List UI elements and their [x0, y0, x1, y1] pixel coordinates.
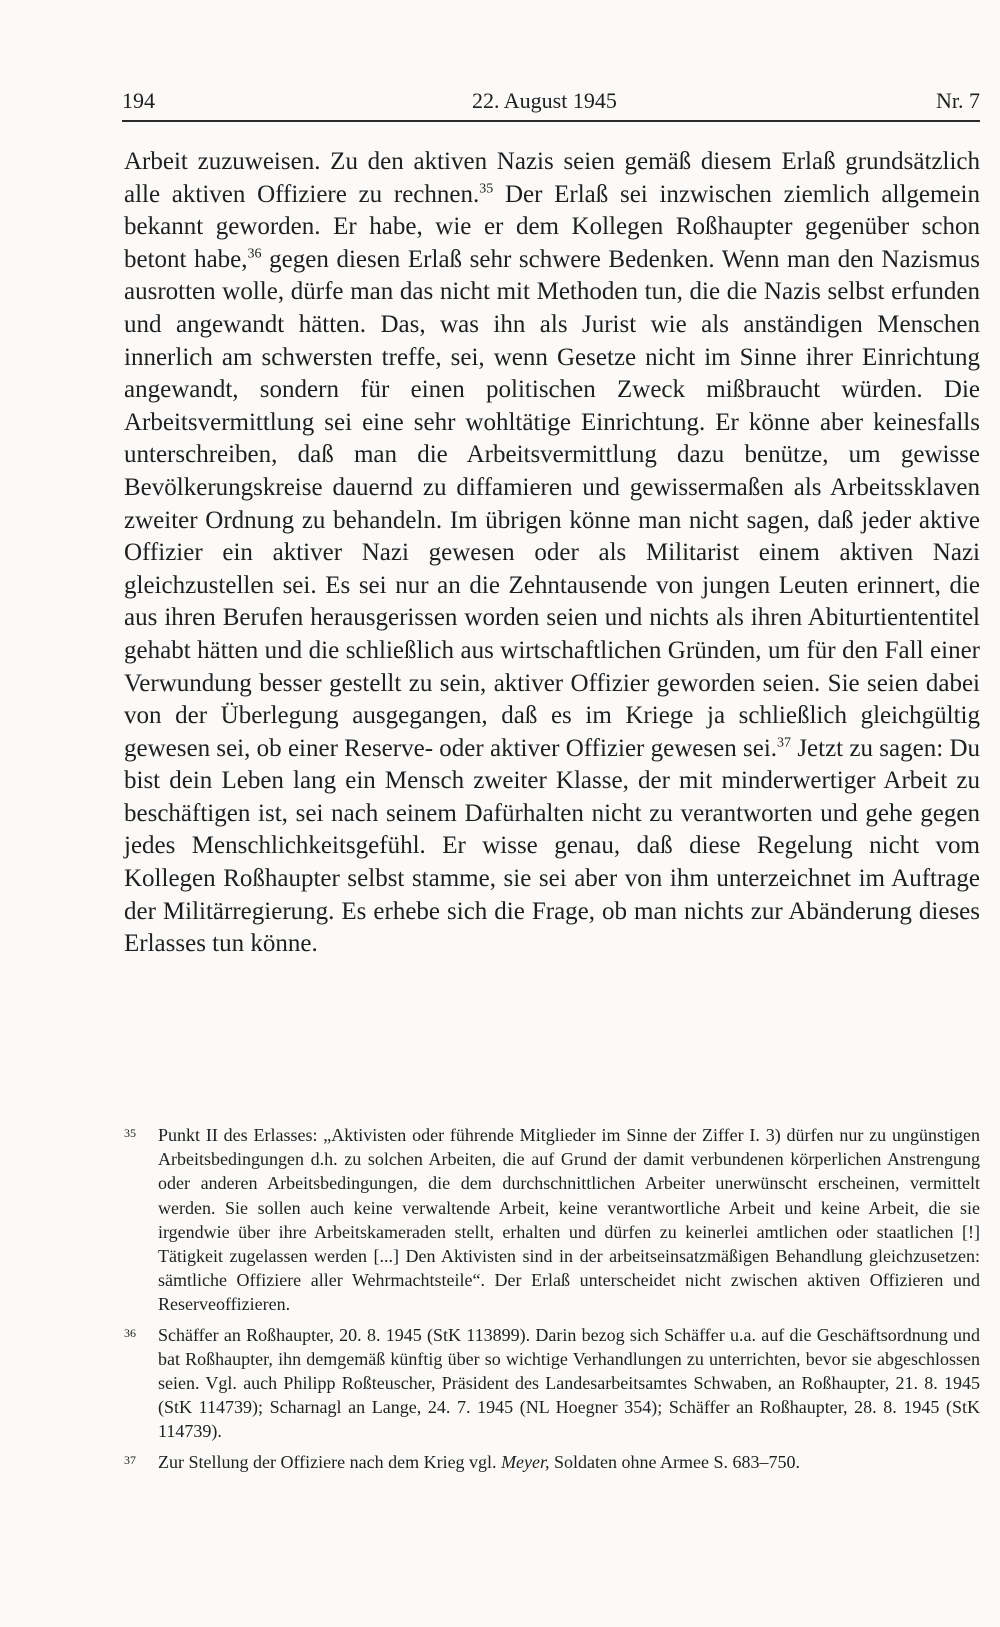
footnote-ref-35: 35	[479, 181, 494, 197]
footnote-number: 35	[124, 1126, 136, 1140]
footnote-number: 37	[124, 1452, 136, 1467]
footnote-35	[124, 1123, 980, 1317]
header-rule	[122, 120, 980, 122]
document-number: Nr. 7	[936, 88, 980, 113]
footnote-text: Schäffer an Roßhaupter, 20. 8. 1945 (StK 113899). Darin bezog sich Schäffer u.a. auf die Geschäftsordnung und bat Roßhaupter, ihn demgemäß künftig über so wichtige Verhandlungen zu unterrichten, bevor sie abgeschlossen seien. Vgl. auch Philipp Roßteuscher, Präsident des Landesarbeitsamtes Schwaben, an Roßhaupter, 21. 8. 1945 (StK 114739); Scharnagl an Lange, 24. 7. 1945 (NL Hoegner 354); Schäffer an Roßhaupter, 28. 8. 1945 (StK 114739).	[158, 1324, 980, 1442]
footnote-text-before: Zur Stellung der Offiziere nach dem Krieg vgl.	[158, 1451, 502, 1472]
header-date: 22. August 1945	[472, 88, 617, 113]
footnote-text: Punkt II des Erlasses: „Aktivisten oder führende Mitglieder im Sinne der Ziffer I. 3) dürfen nur zu ungünstigen Arbeitsbedingungen d.h. zu solchen Arbeiten, die auf Grund der damit verbundenen körperlichen Anstrengung oder anderen Arbeitsbedingungen, die dem durchschnittlichen Arbeiter unerwünscht erscheinen, vermittelt werden. Sie sollen auch keine verwaltende Arbeit, keine verantwortliche Arbeit und keine Arbeit, die sie irgendwie über ihre Arbeitskameraden stellt, erhalten und dürfen zu keinerlei amtlichen oder staatlichen [!] Tätigkeit zugelassen werden [...] Den Aktivisten sind in der arbeitseinsatzmäßigen Behandlung gleichzusetzen: sämtliche Offiziere aller Wehrmachtsteile“. Der Erlaß unterscheidet nicht zwischen aktiven Offizieren und Reserveoffizieren.	[158, 1125, 980, 1315]
page-number: 194	[122, 88, 155, 113]
body-text-part-4: Jetzt zu sagen: Du bist dein Leben lang ein Mensch zweiter Klasse, der mit minderwertiger Arbeit zu beschäftigen ist, sei nach seinem Dafürhalten nicht zu verantworten und gehe gegen jedes Menschlichkeitsgefühl. Er wisse genau, daß diese Regelung nicht vom Kollegen Roßhaupter selbst stamme, sie sei aber von ihm unterzeichnet im Auftrage der Militärregierung. Es erhebe sich die Frage, ob man nichts zur Abänderung dieses Erlasses tun könne.	[124, 734, 980, 958]
body-paragraph	[124, 146, 980, 961]
footnote-36	[124, 1323, 980, 1444]
footnote-author-name: Meyer,	[501, 1451, 550, 1472]
main-text	[124, 146, 980, 961]
footnote-ref-36: 36	[247, 246, 262, 262]
body-text-part-3: gegen diesen Erlaß sehr schwere Bedenken. Wenn man den Nazismus ausrotten wolle, dürfe man das nicht mit Methoden tun, die die Nazis selbst erfunden und angewandt hätten. Das, was ihn als Jurist wie als anständigen Menschen innerlich am schwersten treffe, sei, wenn Gesetze nicht im Sinne ihrer Einrichtung angewandt, sondern für einen politischen Zweck mißbraucht würden. Die Arbeitsvermittlung sei eine sehr wohltätige Einrichtung. Er könne aber keinesfalls unterschreiben, daß man die Arbeitsvermittlung dazu benütze, um gewisse Bevölkerungskreise dauernd zu diffamieren und gewissermaßen als Arbeitssklaven zweiter Ordnung zu behandeln. Im übrigen könne man nicht sagen, daß jeder aktive Offizier ein aktiver Nazi gewesen oder als Militarist einem aktiven Nazi gleichzustellen sei. Es sei nur an die Zehntausende von jungen Leuten erinnert, die aus ihren Berufen herausgerissen worden seien und nichts als ihren Abiturtiententitel gehabt hätten und die schließlich aus wirtschaftlichen Gründen, um für den Fall einer Verwundung besser gestellt zu sein, aktiver Offizier geworden seien. Sie seien dabei von der Überlegung ausgegangen, daß es im Kriege ja schließlich gleichgültig gewesen sei, ob einer Reserve- oder aktiver Offizier gewesen sei.	[124, 245, 981, 762]
body-text-part-2: Der Erlaß sei inzwischen ziemlich allgemein bekannt geworden. Er habe, wie er dem Kollegen Roßhaupter gegenüber schon betont habe,	[124, 180, 980, 273]
footnote-ref-37: 37	[777, 735, 792, 751]
footnote-number: 36	[124, 1325, 136, 1340]
footnote-37	[124, 1450, 980, 1474]
page-header	[122, 82, 980, 120]
body-text-part-1: Arbeit zuzuweisen. Zu den aktiven Nazis seien gemäß diesem Erlaß grundsätzlich alle aktiven Offiziere zu rechnen.	[124, 148, 980, 208]
footnote-text-after: Soldaten ohne Armee S. 683–750.	[549, 1451, 801, 1472]
footnotes-section	[124, 1123, 980, 1480]
footnote-text	[158, 1450, 980, 1474]
